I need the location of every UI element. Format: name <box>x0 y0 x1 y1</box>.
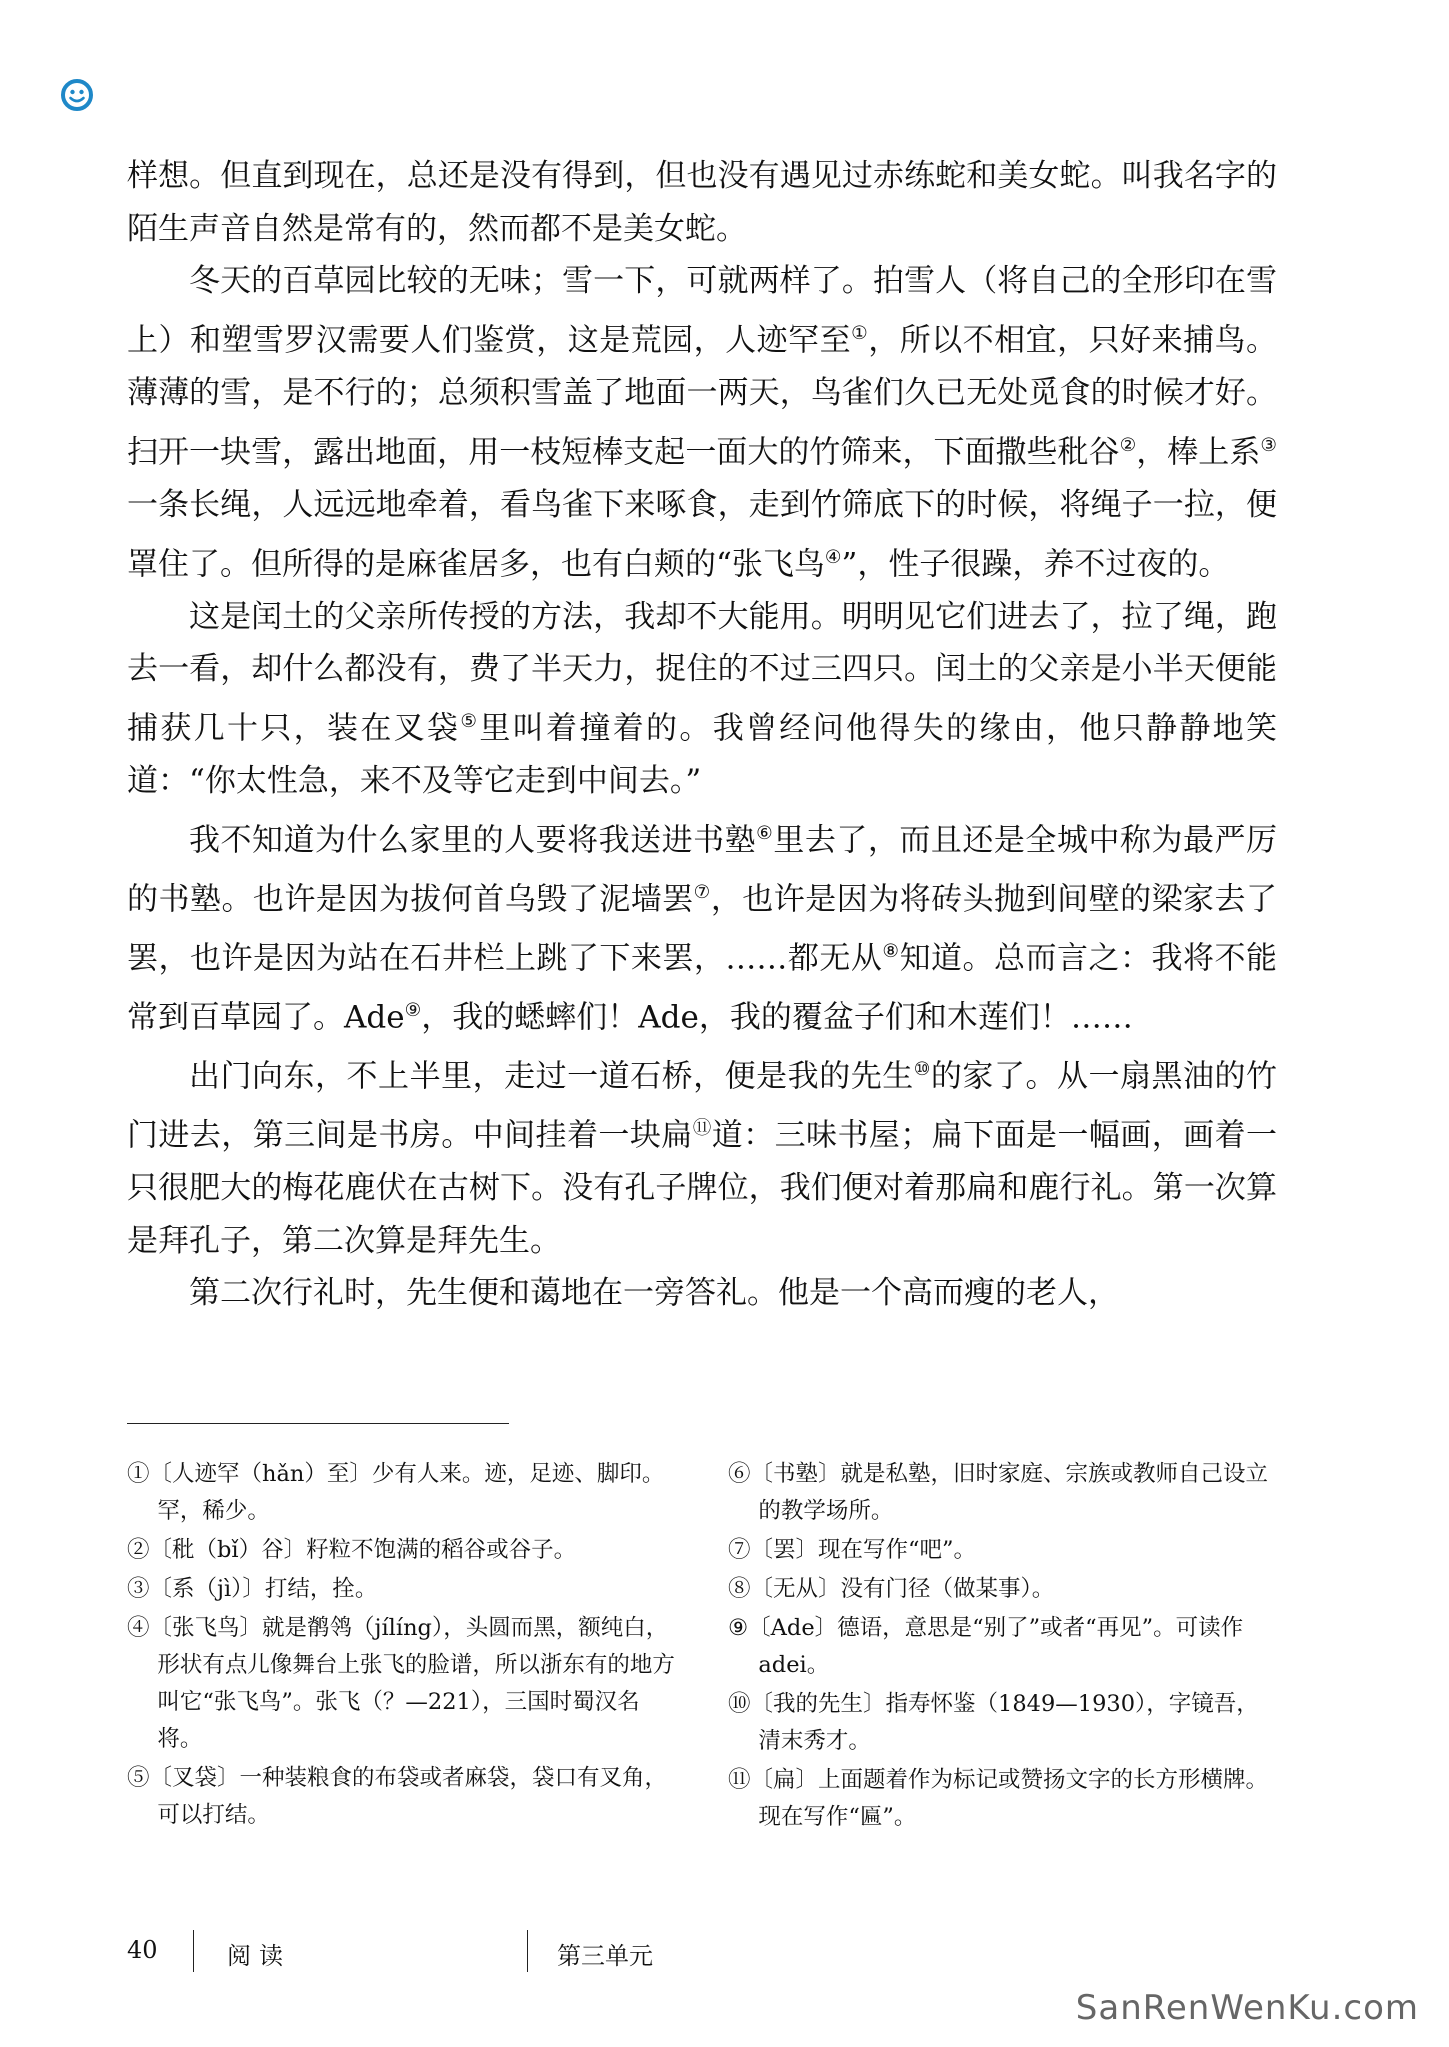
footnote-mark: ⑧ <box>882 940 900 962</box>
footnote-mark: ⑨ <box>404 999 422 1021</box>
footnote: ⑤〔叉袋〕一种装粮食的布袋或者麻袋，袋口有叉角，可以打结。 <box>127 1765 668 1828</box>
footnotes-right <box>728 1456 1280 1838</box>
footnote-mark: ② <box>1119 434 1137 456</box>
footnote: ①〔人迹罕（hǎn）至〕少有人来。迹，足迹、脚印。罕，稀少。 <box>127 1461 665 1524</box>
smiley-icon <box>60 78 94 112</box>
footer-separator <box>527 1930 528 1972</box>
footnote-mark: ① <box>851 323 869 345</box>
paragraph-6: 第二次行礼时，先生便和蔼地在一旁答礼。他是一个高而瘦的老人， <box>189 1275 1119 1312</box>
page-number: 40 <box>127 1936 158 1964</box>
footnote: ⑦〔罢〕现在写作“吧”。 <box>728 1537 977 1563</box>
footnote-mark: ⑤ <box>460 711 480 733</box>
footnote-mark: ⑩ <box>913 1058 931 1080</box>
unit-label: 第三单元 <box>557 1942 653 1970</box>
footnote-mark: ⑥ <box>756 822 774 844</box>
watermark: SanRenWenKu.com <box>1075 1988 1419 2028</box>
footnote: ⑪〔扁〕上面题着作为标记或赞扬文字的长方形横牌。现在写作“匾”。 <box>728 1767 1269 1830</box>
paragraph-3: 这是闰土的父亲所传授的方法，我却不大能用。明明见它们进去了，拉了绳，跑去一看，却什么都没有，费了半天力，捉住的不过三四只。闰土的父亲是小半天便能捕获几十只，装在叉袋⑤里叫着撞着的。我曾经问他得失的缘由，他只静静地笑道：“你太性急，来不及等它走到中间去。” <box>127 598 1278 800</box>
footnote-mark: ⑪ <box>692 1117 712 1139</box>
section-label: 阅读 <box>227 1942 291 1970</box>
footnote: ②〔秕（bǐ）谷〕籽粒不饱满的稻谷或谷子。 <box>127 1537 577 1563</box>
body-text <box>127 150 1277 1320</box>
footnote: ⑥〔书塾〕就是私塾，旧时家庭、宗族或教师自己设立的教学场所。 <box>728 1461 1269 1524</box>
footnote: ④〔张飞鸟〕就是鹡鸰（jílíng），头圆而黑，额纯白，形状有点儿像舞台上张飞的脸谱，所以浙东有的地方叫它“张飞鸟”。张飞（？—221），三国时蜀汉名将。 <box>127 1615 675 1752</box>
paragraph-4: 我不知道为什么家里的人要将我送进书塾⑥里去了，而且还是全城中称为最严厉的书塾。也许是因为拔何首乌毁了泥墙罢⑦，也许是因为将砖头抛到间壁的梁家去了罢，也许是因为站在石井栏上跳了下来罢，……都无从⑧知道。总而言之：我将不能常到百草园了。Ade⑨，我的蟋蟀们！Ade，我的覆盆子们和木莲们！…… <box>127 822 1278 1036</box>
footnotes-left <box>127 1456 675 1836</box>
footnote: ⑩〔我的先生〕指寿怀鉴（1849—1930），字镜吾，清末秀才。 <box>728 1691 1259 1754</box>
footnote: ⑨〔Ade〕德语，意思是“别了”或者“再见”。可读作adei。 <box>728 1615 1244 1678</box>
footnote-mark: ⑦ <box>693 881 711 903</box>
footnote: ③〔系（jì）〕打结，拴。 <box>127 1576 378 1602</box>
footnote-mark: ③ <box>1260 434 1278 456</box>
footnote-mark: ④ <box>824 546 842 568</box>
footer-separator <box>193 1930 194 1972</box>
paragraph-5: 出门向东，不上半里，走过一道石桥，便是我的先生⑩的家了。从一扇黑油的竹门进去，第三间是书房。中间挂着一块扁⑪道：三味书屋；扁下面是一幅画，画着一只很肥大的梅花鹿伏在古树下。没有孔子牌位，我们便对着那扁和鹿行礼。第一次算是拜孔子，第二次算是拜先生。 <box>127 1058 1278 1259</box>
paragraph-2: 冬天的百草园比较的无味；雪一下，可就两样了。拍雪人（将自己的全形印在雪上）和塑雪罗汉需要人们鉴赏，这是荒园，人迹罕至①，所以不相宜，只好来捕鸟。薄薄的雪，是不行的；总须积雪盖了地面一两天，鸟雀们久已无处觅食的时候才好。扫开一块雪，露出地面，用一枝短棒支起一面大的竹筛来，下面撒些秕谷②，棒上系③一条长绳，人远远地牵着，看鸟雀下来啄食，走到竹筛底下的时候，将绳子一拉，便罩住了。但所得的是麻雀居多，也有白颊的“张飞鸟④”，性子很躁，养不过夜的。 <box>127 263 1278 582</box>
footnote: ⑧〔无从〕没有门径（做某事）。 <box>728 1576 1055 1602</box>
footnote-divider <box>127 1423 509 1424</box>
paragraph-1: 样想。但直到现在，总还是没有得到，但也没有遇见过赤练蛇和美女蛇。叫我名字的陌生声音自然是常有的，然而都不是美女蛇。 <box>127 158 1277 247</box>
